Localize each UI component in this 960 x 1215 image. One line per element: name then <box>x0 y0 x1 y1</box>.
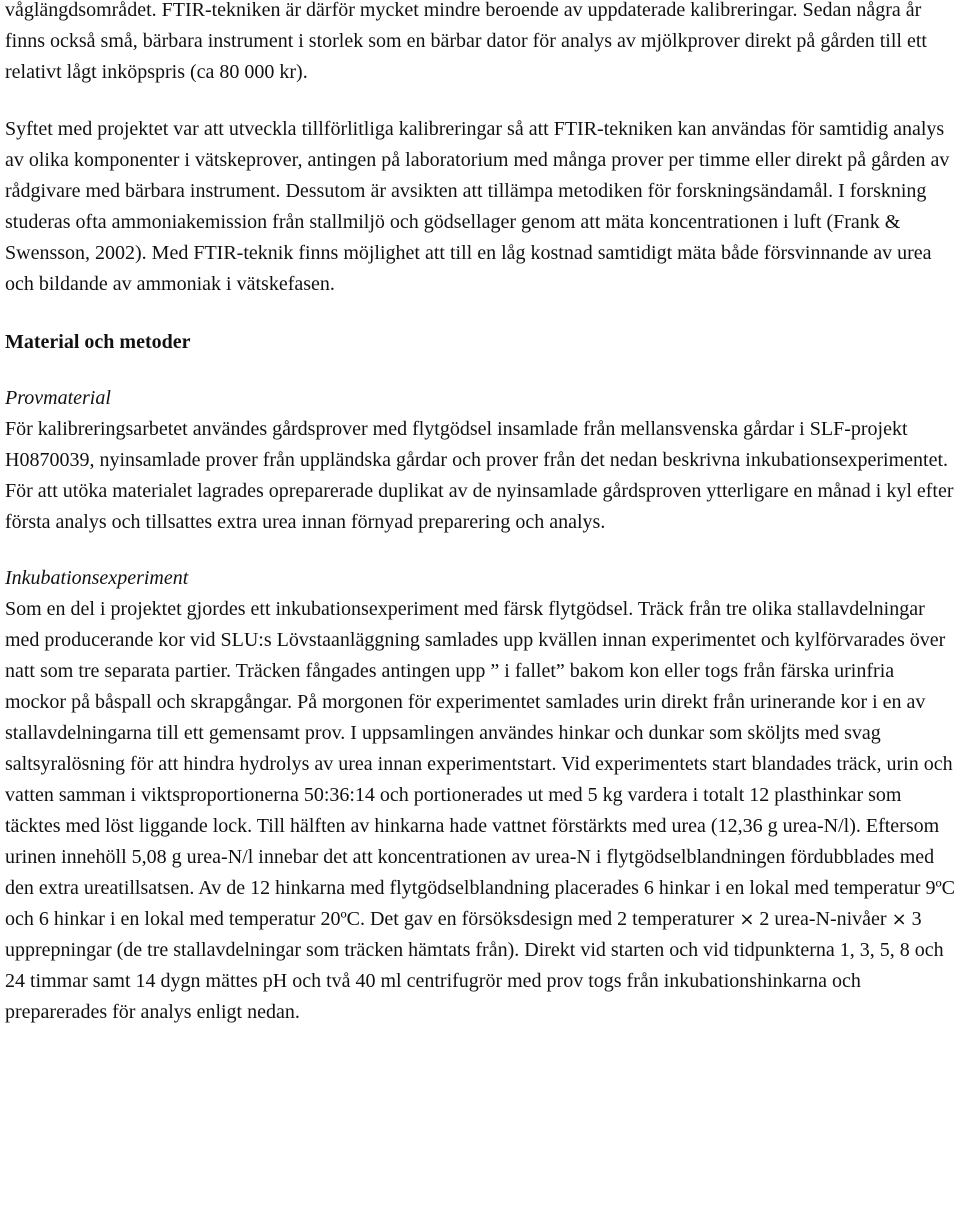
inkubation-paragraph <box>5 594 955 1028</box>
subheading-inkubationsexperiment: Inkubationsexperiment <box>5 567 189 589</box>
inkubation-text-part3: 3 upprepningar (de tre stallavdelningar som träcken hämtats från). Direkt vid starten och vid tidpunkterna 1, 3, 5, 8 och 24 timmar samt 14 dygn mättes pH och två 40 ml centrifugrör med prov togs från inkubationshinkarna och preparerades för analys enligt nedan. <box>5 908 944 1023</box>
times-sign: × <box>891 909 907 930</box>
provmaterial-paragraph: För kalibreringsarbetet användes gårdsprover med flytgödsel insamlade från mellansvenska gårdar i SLF-projekt H0870039, nyinsamlade prover från uppländska gårdar och prover från det nedan beskrivna inkubationsexperimentet. För att utöka materialet lagrades opreparerade duplikat av de nyinsamlade gårdsproven ytterligare en månad i kyl efter första analys och tillsattes extra urea innan förnyad preparering och analys. <box>5 418 954 533</box>
document-page <box>5 0 955 1028</box>
intro-paragraph: våglängdsområdet. FTIR-tekniken är därför mycket mindre beroende av uppdaterade kalibreringar. Sedan några år finns också små, bärbara instrument i storlek som en bärbar dator för analys av mjölkprover direkt på gården till ett relativt lågt inköpspris (ca 80 000 kr). <box>5 0 927 83</box>
inkubation-text-part1: Som en del i projektet gjordes ett inkubationsexperiment med färsk flytgödsel. Träck från tre olika stallavdelningar med producerande kor vid SLU:s Lövstaanläggning samlades upp kvällen innan experimentet och kylförvarades över natt som tre separata partier. Träcken fångades antingen upp ” i fallet” bakom kon eller togs från färska urinfria mockor på båspall och skrapgångar. På morgonen för experimentet samlades urin direkt från urinerande kor i en av stallavdelningarna till ett gemensamt prov. I uppsamlingen användes hinkar och dunkar som sköljts med svag saltsyralösning för att hindra hydrolys av urea innan experimentstart. Vid experimentets start blandades träck, urin och vatten samman i viktsproportionerna 50:36:14 och portionerades ut med 5 kg vardera i totalt 12 plasthinkar som täcktes med löst liggande lock. Till hälften av hinkarna hade vattnet förstärkts med urea (12,36 g urea-N/l). Eftersom urinen innehöll 5,08 g urea-N/l innebar det att koncentrationen av urea-N i flytgödselblandningen fördubblades med den extra ureatillsatsen. Av de 12 hinkarna med flytgödselblandning placerades 6 hinkar i en lokal med temperatur 9ºC och 6 hinkar i en lokal med temperatur 20ºC. Det gav en försöksdesign med 2 temperaturer <box>5 598 955 930</box>
section-heading: Material och metoder <box>5 331 191 353</box>
inkubation-text-part2: 2 urea-N-nivåer <box>759 908 887 930</box>
times-sign: × <box>739 909 755 930</box>
subheading-provmaterial: Provmaterial <box>5 387 111 409</box>
aim-paragraph: Syftet med projektet var att utveckla tillförlitliga kalibreringar så att FTIR-tekniken kan användas för samtidig analys av olika komponenter i vätskeprover, antingen på laboratorium med många prover per timme eller direkt på gården av rådgivare med bärbara instrument. Dessutom är avsikten att tillämpa metodiken för forskningsändamål. I forskning studeras ofta ammoniakemission från stallmiljö och gödsellager genom att mäta koncentrationen i luft (Frank & Swensson, 2002). Med FTIR-teknik finns möjlighet att till en låg kostnad samtidigt mäta både försvinnande av urea och bildande av ammoniak i vätskefasen. <box>5 118 950 295</box>
